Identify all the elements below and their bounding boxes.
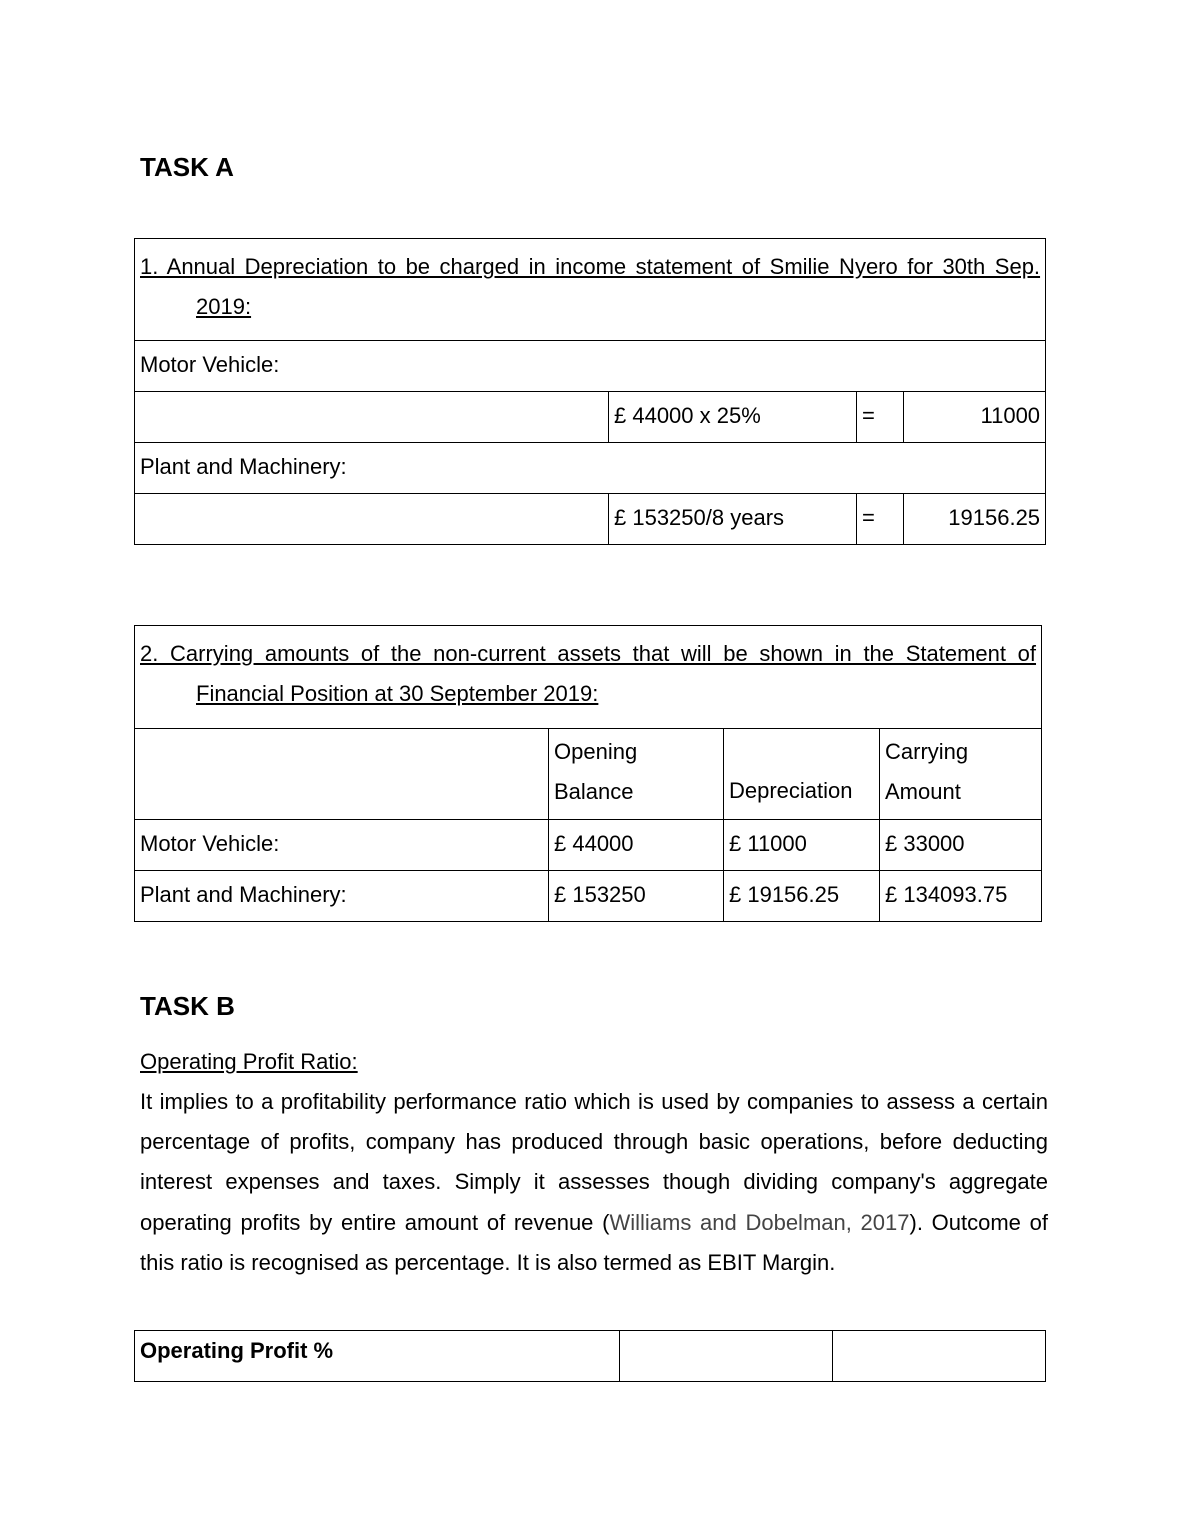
operating-profit-label: Operating Profit %	[135, 1331, 620, 1382]
header-empty	[135, 729, 549, 820]
operating-profit-table	[134, 1330, 1046, 1382]
row-plant-label: Plant and Machinery:	[135, 871, 549, 922]
empty-cell	[135, 392, 609, 443]
paragraph-text-end: ). Outcome of this ratio is recognised as percentage. It is also termed as EBIT Margin.	[140, 1209, 1048, 1275]
depreciation-caption: 1. Annual Depreciation to be charged in income statement of Smilie Nyero for 30th Sep. 2019:	[140, 254, 1041, 319]
row-plant-carrying: £ 134093.75	[880, 871, 1042, 922]
motor-result: 11000	[904, 392, 1046, 443]
header-depreciation: Depreciation	[724, 729, 880, 820]
plant-equals: =	[857, 494, 904, 545]
motor-vehicle-label: Motor Vehicle:	[135, 341, 1046, 392]
task-b-heading: TASK B	[140, 991, 235, 1021]
carrying-caption: 2. Carrying amounts of the non-current assets that will be shown in the Statement of Financial Position at 30 September 2019:	[140, 641, 1037, 706]
plant-formula: £ 153250/8 years	[609, 494, 857, 545]
citation: Williams and Dobelman, 2017	[609, 1209, 910, 1235]
row-plant-depreciation: £ 19156.25	[724, 871, 880, 922]
operating-profit-subheading: Operating Profit Ratio:	[140, 1049, 358, 1074]
depreciation-table	[134, 238, 1046, 545]
row-motor-depreciation: £ 11000	[724, 820, 880, 871]
row-motor-label: Motor Vehicle:	[135, 820, 549, 871]
motor-formula: £ 44000 x 25%	[609, 392, 857, 443]
header-opening-balance: Opening Balance	[549, 729, 724, 820]
carrying-amounts-table	[134, 625, 1042, 922]
operating-profit-col3	[833, 1331, 1046, 1382]
plant-machinery-label: Plant and Machinery:	[135, 443, 1046, 494]
empty-cell	[135, 494, 609, 545]
header-carrying-amount: Carrying Amount	[880, 729, 1042, 820]
row-motor-opening: £ 44000	[549, 820, 724, 871]
row-plant-opening: £ 153250	[549, 871, 724, 922]
operating-profit-paragraph	[140, 1082, 1048, 1283]
motor-equals: =	[857, 392, 904, 443]
row-motor-carrying: £ 33000	[880, 820, 1042, 871]
depreciation-caption-cell	[135, 239, 1046, 341]
plant-result: 19156.25	[904, 494, 1046, 545]
operating-profit-col2	[620, 1331, 833, 1382]
carrying-caption-cell	[135, 626, 1042, 729]
paragraph-text-start: It implies to a profitability performance ratio which is used by companies to assess a certain percentage of profits, company has produced through basic operations, before deducting interest expenses and taxes. Simply it assesses though dividing company's aggregate operating profits by entire amount of revenue (	[140, 1089, 1048, 1235]
task-a-heading: TASK A	[140, 152, 234, 182]
